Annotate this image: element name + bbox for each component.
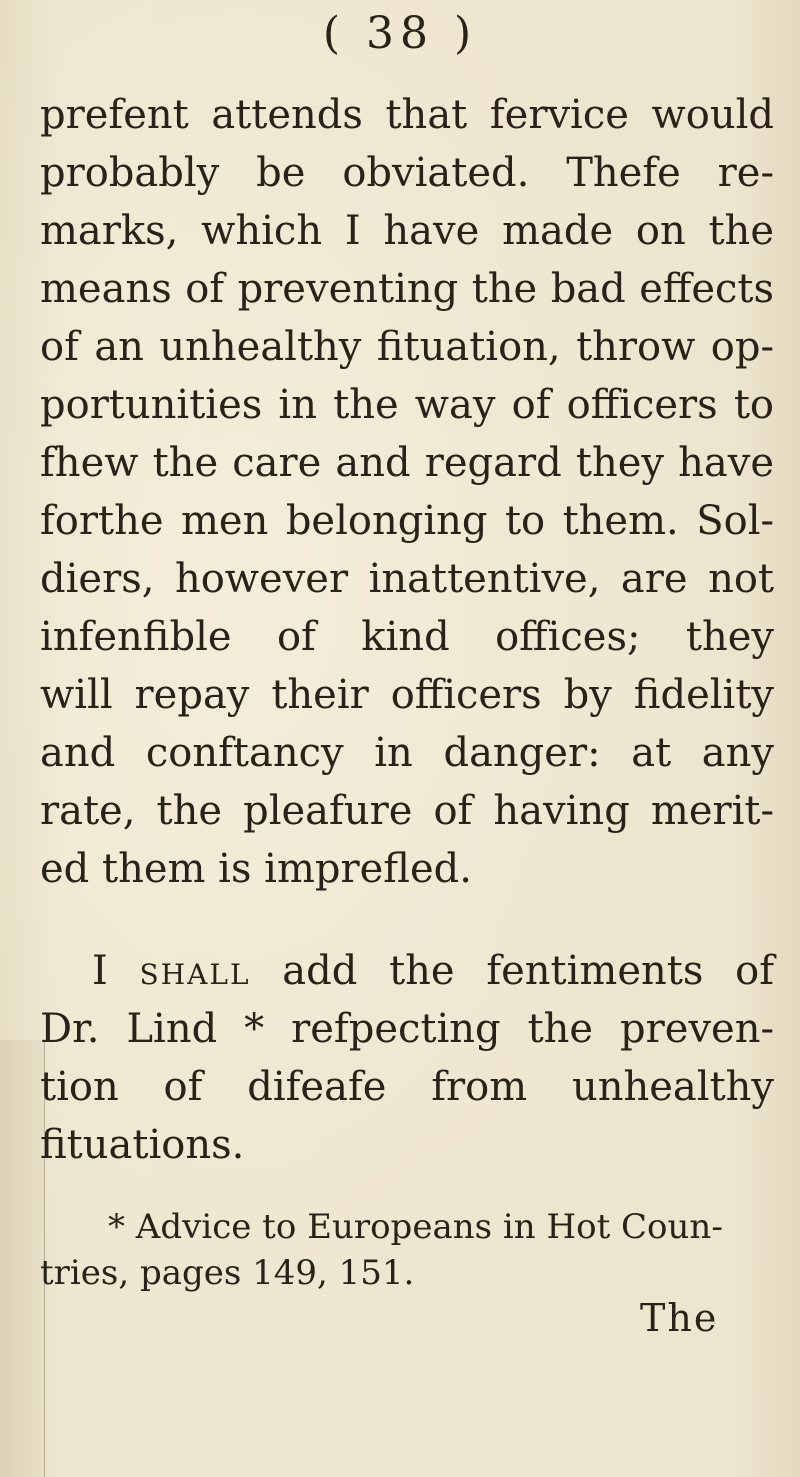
text-line: tion of difeafe from unhealthy — [40, 1064, 774, 1110]
footnote-line: * Advice to Europeans in Hot Coun- — [108, 1207, 723, 1247]
text-line: means of preventing the bad effects — [40, 266, 774, 312]
text-line: and conftancy in danger: at any — [40, 730, 774, 776]
text-line: will repay their officers by fidelity — [40, 672, 774, 718]
line-rest: add the fentiments of — [282, 948, 775, 994]
adjacent-page-edge — [0, 1040, 45, 1477]
text-line: probably be obviated. Thefe re- — [40, 150, 774, 196]
text-line: forthe men belonging to them. Sol- — [40, 498, 774, 544]
footnote-line: tries, pages 149, 151. — [40, 1253, 415, 1293]
smallcaps-word: shall — [139, 948, 251, 994]
paragraph — [40, 86, 774, 898]
page-number: ( 38 ) — [322, 8, 478, 59]
catchword: The — [640, 1296, 719, 1340]
text-line: ed them is imprefled. — [40, 846, 472, 892]
text-line: prefent attends that fervice would — [40, 92, 774, 138]
drop-word: I — [92, 948, 108, 994]
text-line: Dr. Lind * refpecting the preven- — [40, 1006, 774, 1052]
text-line: portunities in the way of officers to — [40, 382, 774, 428]
text-line — [40, 942, 774, 1000]
text-line: infenfible of kind offices; they — [40, 614, 774, 660]
text-line: fhew the care and regard they have — [40, 440, 774, 486]
text-line: of an unhealthy fituation, throw op- — [40, 324, 774, 370]
text-line: rate, the pleafure of having merit- — [40, 788, 774, 834]
text-line: fituations. — [40, 1122, 245, 1168]
text-line: diers, however inattentive, are not — [40, 556, 774, 602]
paragraph — [40, 942, 774, 1174]
footnote — [40, 1204, 774, 1296]
text-line: marks, which I have made on the — [40, 208, 774, 254]
body-text — [40, 86, 774, 1296]
